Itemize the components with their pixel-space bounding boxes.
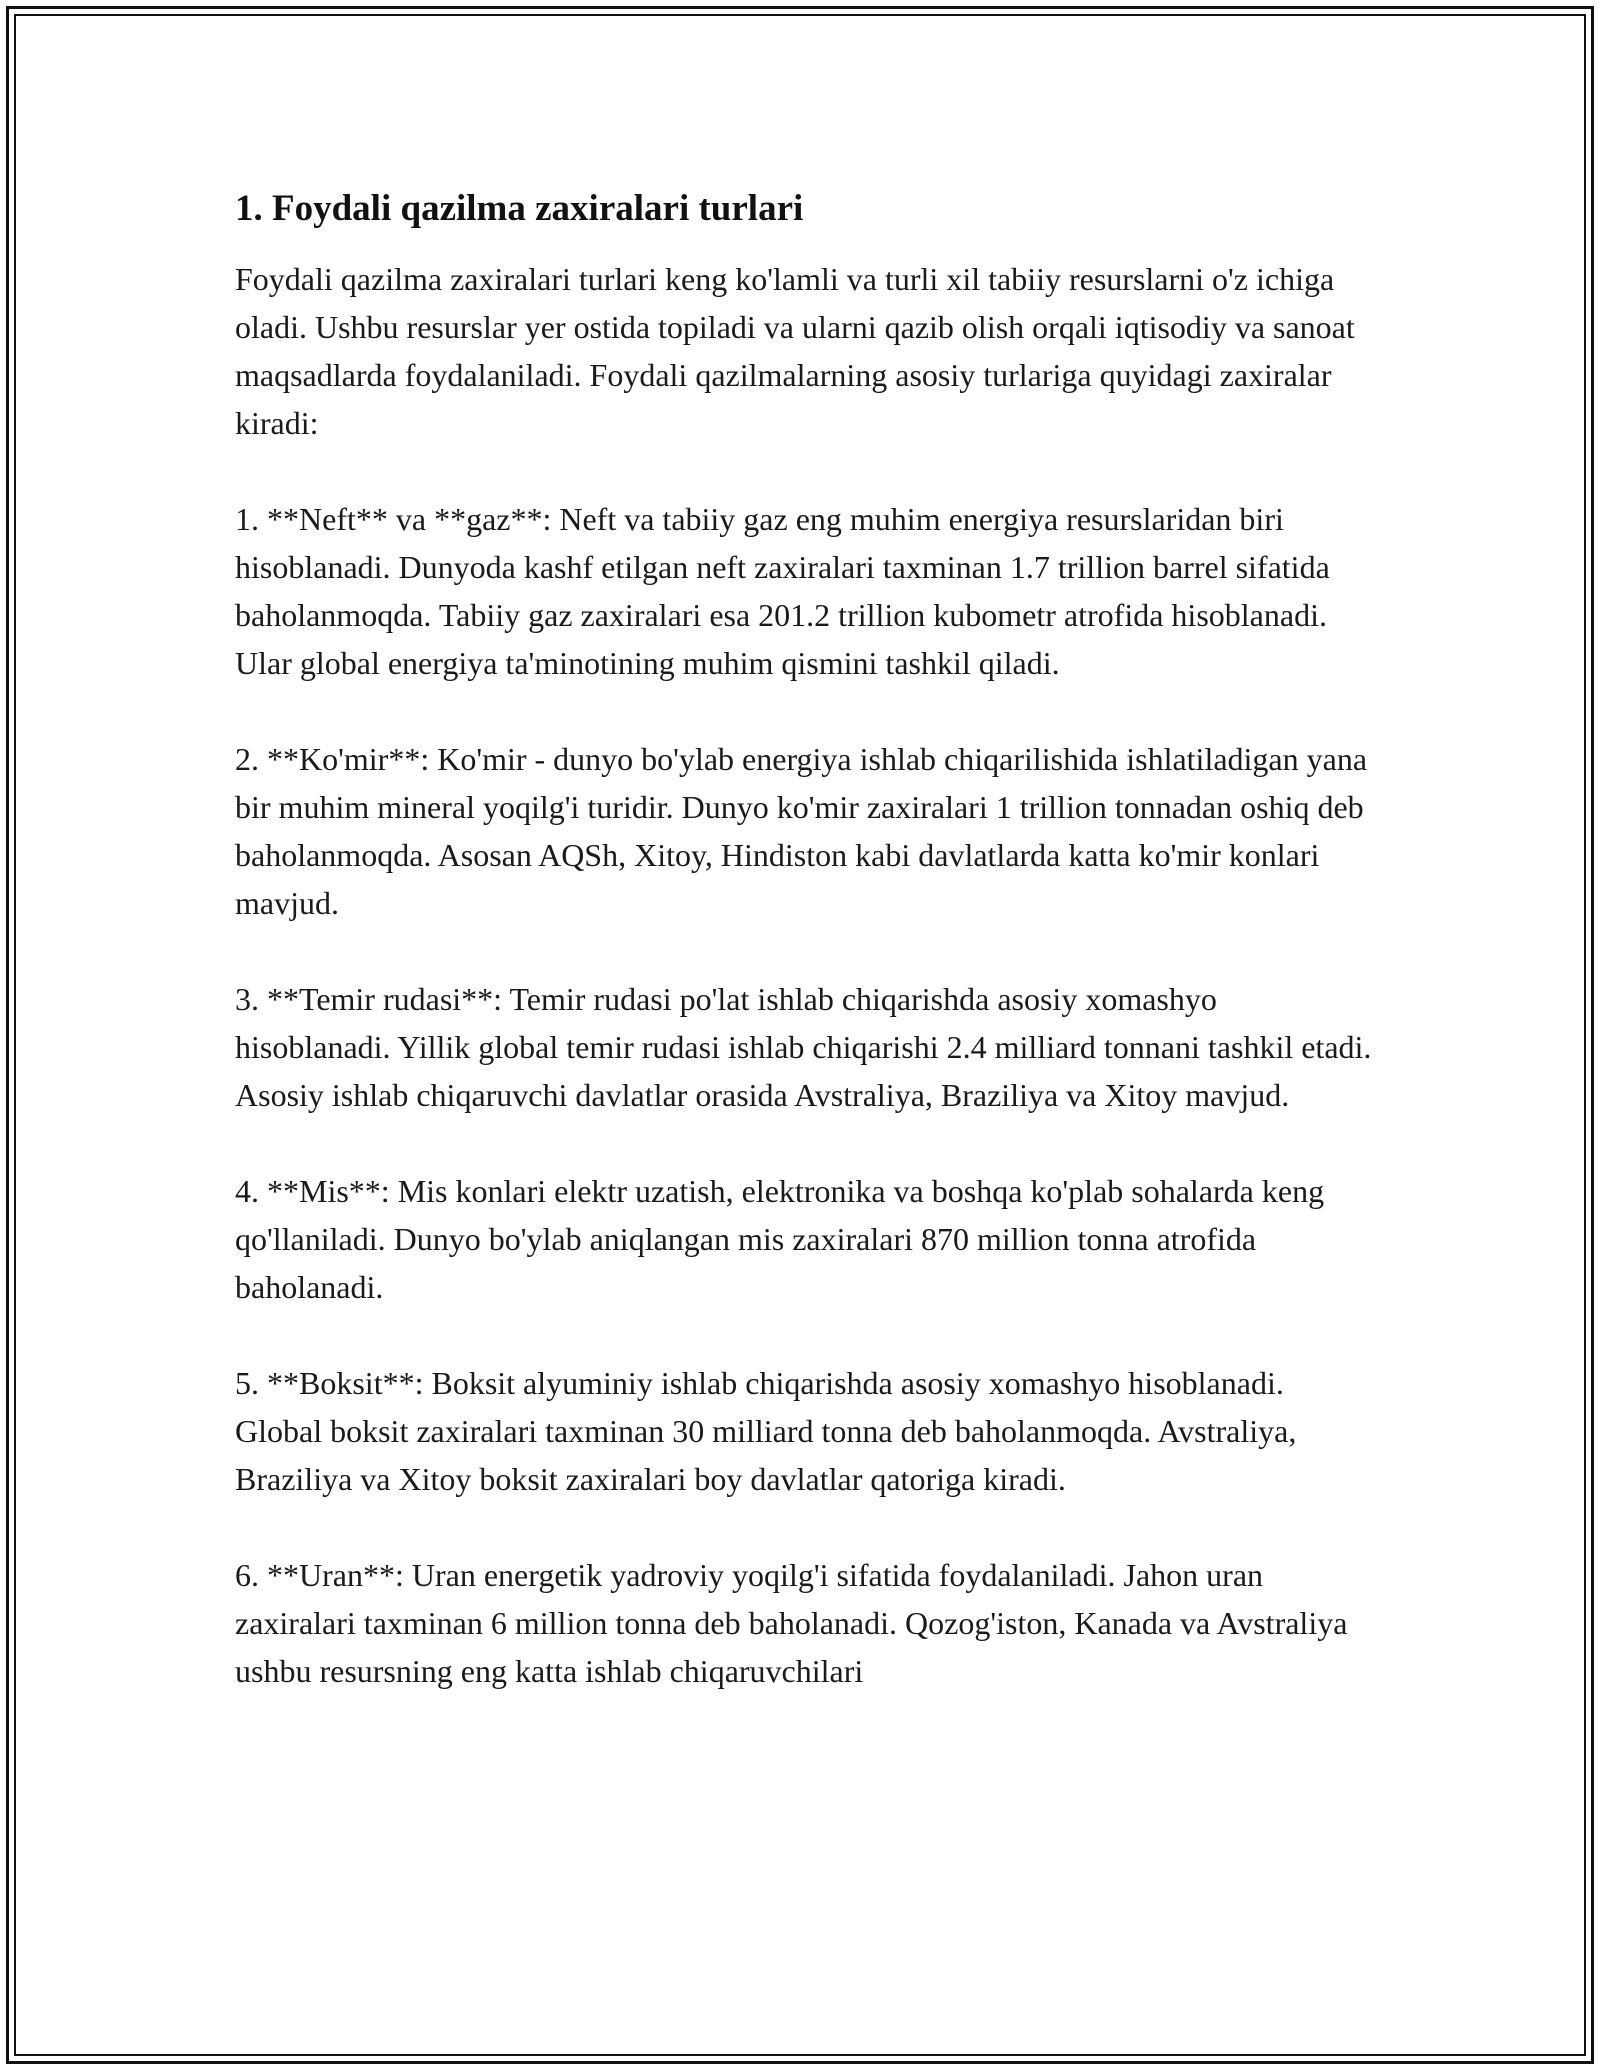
section-heading: 1. Foydali qazilma zaxiralari turlari [235, 188, 804, 229]
paragraph-uranium: 6. **Uran**: Uran energetik yadroviy yoqilg'i sifatida foydalaniladi. Jahon uran zaxiralari taxminan 6 million tonna deb baholanadi. Qozog'iston, Kanada va Avstraliya ushbu resursning eng katta ishlab chiqaruvchilari [235, 1557, 1348, 1689]
paragraph-iron-ore: 3. **Temir rudasi**: Temir rudasi po'lat ishlab chiqarishda asosiy xomashyo hisoblanadi. Yillik global temir rudasi ishlab chiqarishi 2.4 milliard tonnani tashkil etadi. Asosiy ishlab chiqaruvchi davlatlar orasida Avstraliya, Braziliya va Xitoy mavjud. [235, 981, 1372, 1113]
paragraph-oil-gas: 1. **Neft** va **gaz**: Neft va tabiiy gaz eng muhim energiya resurslaridan biri hisoblanadi. Dunyoda kashf etilgan neft zaxiralari taxminan 1.7 trillion barrel sifatida baholanmoqda. Tabiiy gaz zaxiralari esa 201.2 trillion kubometr atrofida hisoblanadi. Ular global energiya ta'minotining muhim qismini tashkil qiladi. [235, 501, 1330, 681]
document-body [235, 185, 1375, 1743]
intro-paragraph: Foydali qazilma zaxiralari turlari keng ko'lamli va turli xil tabiiy resurslarni o'z ichiga oladi. Ushbu resurslar yer ostida topiladi va ularni qazib olish orqali iqtisodiy va sanoat maqsadlarda foydalaniladi. Foydali qazilmalarning asosiy turlariga quyidagi zaxiralar kiradi: [235, 261, 1355, 441]
paragraph-coal: 2. **Ko'mir**: Ko'mir - dunyo bo'ylab energiya ishlab chiqarilishida ishlatiladigan yana bir muhim mineral yoqilg'i turidir. Dunyo ko'mir zaxiralari 1 trillion tonnadan oshiq deb baholanmoqda. Asosan AQSh, Xitoy, Hindiston kabi davlatlarda katta ko'mir konlari mavjud. [235, 741, 1368, 921]
paragraph-copper: 4. **Mis**: Mis konlari elektr uzatish, elektronika va boshqa ko'plab sohalarda keng qo'llaniladi. Dunyo bo'ylab aniqlangan mis zaxiralari 870 million tonna atrofida baholanadi. [235, 1173, 1325, 1305]
paragraph-bauxite: 5. **Boksit**: Boksit alyuminiy ishlab chiqarishda asosiy xomashyo hisoblanadi. Global boksit zaxiralari taxminan 30 milliard tonna deb baholanmoqda. Avstraliya, Braziliya va Xitoy boksit zaxiralari boy davlatlar qatoriga kiradi. [235, 1365, 1297, 1497]
